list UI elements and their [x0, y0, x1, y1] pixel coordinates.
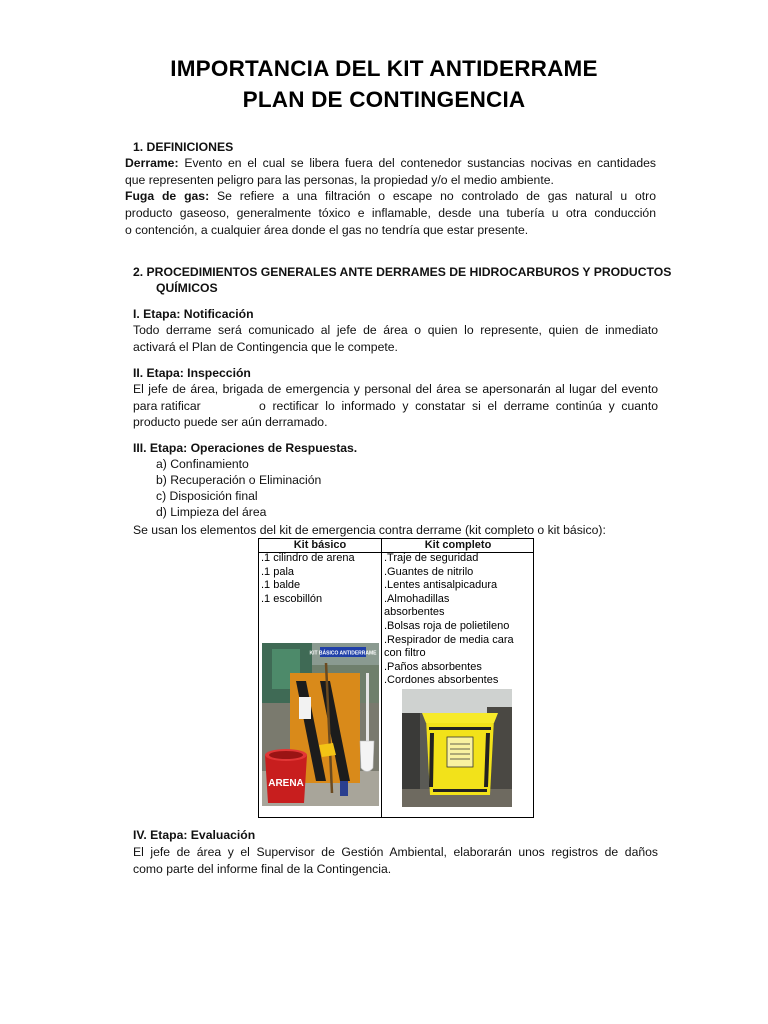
complete-kit-line: .Almohadillas: [384, 592, 450, 605]
kit-sign-text: KIT BÁSICO ANTIDERRAME: [309, 650, 377, 657]
complete-kit-line: .Cordones absorbentes: [384, 674, 499, 687]
kit-intro-text: Se usan los elementos del kit de emergencia contra derrame (kit completo o kit básico):: [133, 523, 606, 537]
fuga-text-1: Se refiere a una filtración o escape no controlado de gas natural u otro: [217, 189, 657, 203]
section-2-heading-line-2: QUÍMICOS: [156, 281, 218, 295]
stage-1-line-2: activará el Plan de Contingencia que le compete.: [133, 340, 398, 354]
stage-2-line-1: El jefe de área, brigada de emergencia y personal del área se apersonarán al lugar del evento: [133, 382, 658, 396]
complete-kit-line: .Traje de seguridad: [384, 552, 479, 564]
document-title-line-2: PLAN DE CONTINGENCIA: [242, 87, 526, 112]
stage-3-item: a) Confinamiento: [156, 457, 249, 471]
complete-kit-line: .Lentes antisalpicadura: [384, 579, 498, 592]
basic-kit-photo: [262, 643, 379, 806]
definition-derrame-line-1: [125, 155, 656, 172]
stage-2-heading: II. Etapa: Inspección: [133, 366, 251, 380]
complete-kit-line: .Bolsas roja de polietileno: [384, 620, 510, 632]
basic-kit-illustration: [262, 643, 379, 806]
stage-4-line-1: El jefe de área y el Supervisor de Gestión Ambiental, elaborarán unos registros de daños: [133, 845, 658, 859]
complete-kit-line: con filtro: [384, 647, 426, 660]
basic-kit-item: .1 escobillón: [261, 592, 323, 605]
stage-4-line-2: como parte del informe final de la Contingencia.: [133, 862, 392, 876]
basic-kit-item: .1 cilindro de arena: [261, 552, 355, 564]
stage-2-line-2b: o rectificar lo informado y constatar si el derrame continúa y cuanto: [259, 399, 658, 413]
complete-kit-illustration: [402, 689, 512, 807]
complete-kit-line: .Respirador de media cara: [384, 633, 514, 646]
basic-kit-item: .1 pala: [261, 565, 295, 578]
complete-kit-photo: [402, 689, 512, 807]
document-title-line-1: IMPORTANCIA DEL KIT ANTIDERRAME: [170, 56, 598, 81]
complete-kit-line: .Paños absorbentes: [384, 660, 482, 673]
section-2-heading-line-1: 2. PROCEDIMIENTOS GENERALES ANTE DERRAMES DE HIDROCARBUROS Y PRODUCTOS: [133, 265, 672, 279]
stage-2-line-2a: para ratificar: [133, 399, 201, 413]
section-1-heading: 1. DEFINICIONES: [133, 140, 234, 154]
stage-3-item: b) Recuperación o Eliminación: [156, 473, 322, 487]
definition-derrame-line-2: que representen peligro para las personas, la propiedad y/o el medio ambiente.: [125, 172, 554, 187]
stage-1-line-1: Todo derrame será comunicado al jefe de área o quien lo represente, quien de inmediato: [133, 323, 658, 337]
kit-basico-header: Kit básico: [293, 539, 347, 551]
stage-1-heading: I. Etapa: Notificación: [133, 307, 254, 321]
complete-kit-line: .Guantes de nitrilo: [384, 565, 474, 578]
kit-completo-header: Kit completo: [424, 539, 492, 551]
stage-3-item: d) Limpieza del área: [156, 505, 267, 519]
term-derrame: Derrame:: [125, 156, 179, 170]
stage-3-item: c) Disposición final: [156, 489, 258, 503]
bucket-label: ARENA: [268, 778, 304, 789]
complete-kit-line: absorbentes: [384, 606, 445, 619]
definition-fuga-line-2: producto gaseoso, generalmente tóxico e inflamable, desde una tubería u otra conducción: [125, 206, 656, 220]
definition-fuga-line-3: o contención, a cualquier área donde el gas no tendría que estar presente.: [125, 223, 529, 237]
table-column-divider: [381, 539, 382, 817]
basic-kit-item: .1 balde: [261, 579, 301, 592]
kit-table: [258, 538, 534, 818]
definition-fuga-line-1: [125, 188, 656, 205]
stage-4-heading: IV. Etapa: Evaluación: [133, 828, 256, 842]
stage-3-heading: III. Etapa: Operaciones de Respuestas.: [133, 441, 358, 455]
derrame-text-1: Evento en el cual se libera fuera del contenedor sustancias nocivas en cantidades: [184, 156, 656, 170]
term-fuga-de-gas: Fuga de gas:: [125, 189, 210, 203]
stage-2-line-3: producto puede ser aún derramado.: [133, 415, 328, 429]
